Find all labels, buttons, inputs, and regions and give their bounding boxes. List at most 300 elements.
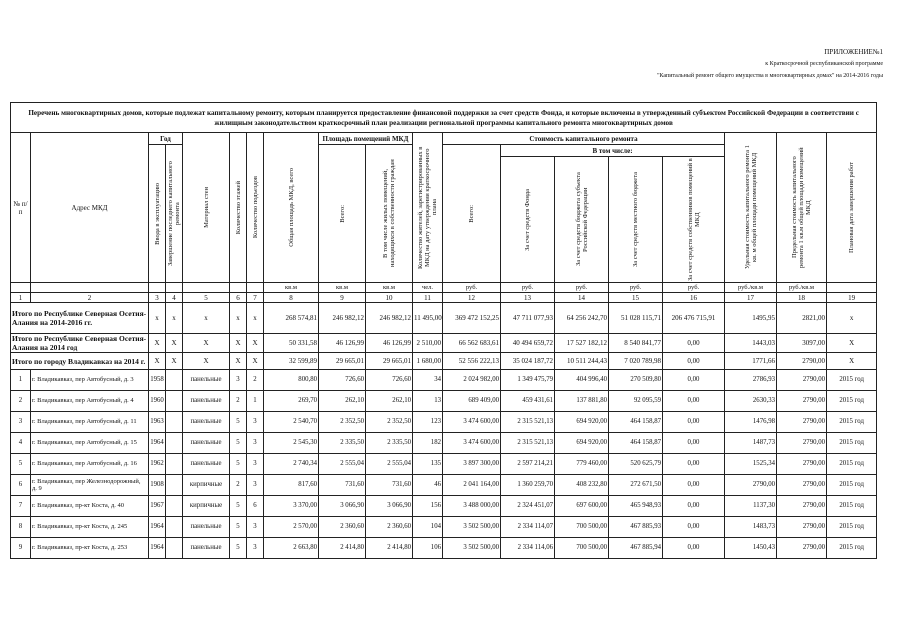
row-cell-y1: 1964 bbox=[149, 433, 166, 454]
summary-cell-y1: x bbox=[149, 303, 166, 334]
row-cell-region: 697 600,00 bbox=[555, 496, 609, 517]
col-cost-local-header: За счет средств местного бюджета bbox=[609, 157, 663, 283]
summary-cell-fund: 47 711 077,93 bbox=[501, 303, 555, 334]
row-cell-prem: 726,60 bbox=[319, 370, 366, 391]
row-cell-area: 2 740,34 bbox=[264, 454, 319, 475]
row-cell-area: 2 663,80 bbox=[264, 538, 319, 559]
summary-cell-y1: X bbox=[149, 353, 166, 370]
summary-cell-y2: X bbox=[166, 334, 183, 353]
row-cell-fund: 459 431,61 bbox=[501, 391, 555, 412]
summary-cell-region: 10 511 244,43 bbox=[555, 353, 609, 370]
row-cell-area: 2 545,30 bbox=[264, 433, 319, 454]
summary-cell-ent: x bbox=[247, 303, 264, 334]
row-cell-date: 2015 год bbox=[827, 370, 877, 391]
row-cell-owners: 0,00 bbox=[663, 496, 725, 517]
row-cell-prem: 262,10 bbox=[319, 391, 366, 412]
row-cell-people: 156 bbox=[413, 496, 443, 517]
row-address: г. Владикавказ, пер Автобусный, д. 16 bbox=[31, 454, 149, 475]
summary-cell-total: 52 556 222,13 bbox=[443, 353, 501, 370]
row-cell-unit: 2630,33 bbox=[725, 391, 777, 412]
row-cell-people: 135 bbox=[413, 454, 443, 475]
row-cell-res: 2 360,60 bbox=[366, 517, 413, 538]
summary-cell-fl: X bbox=[230, 334, 247, 353]
summary-label: Итого по Республике Северная Осетия-Алания на 2014-2016 гг. bbox=[11, 303, 149, 334]
table-row bbox=[11, 370, 877, 391]
row-cell-local: 272 671,50 bbox=[609, 475, 663, 496]
summary-cell-fund: 40 494 659,72 bbox=[501, 334, 555, 353]
summary-cell-local: 7 020 789,98 bbox=[609, 353, 663, 370]
row-cell-people: 123 bbox=[413, 412, 443, 433]
unit-cell: чел. bbox=[413, 283, 443, 293]
summary-cell-total: 66 562 683,61 bbox=[443, 334, 501, 353]
row-address: г. Владикавказ, пр-кт Коста, д. 245 bbox=[31, 517, 149, 538]
row-cell-res: 262,10 bbox=[366, 391, 413, 412]
row-cell-people: 104 bbox=[413, 517, 443, 538]
row-cell-owners: 0,00 bbox=[663, 475, 725, 496]
row-cell-prem: 731,60 bbox=[319, 475, 366, 496]
row-cell-area: 269,70 bbox=[264, 391, 319, 412]
row-cell-area: 800,80 bbox=[264, 370, 319, 391]
summary-cell-region: 17 527 182,12 bbox=[555, 334, 609, 353]
row-cell-local: 520 625,79 bbox=[609, 454, 663, 475]
row-cell-prem: 2 335,50 bbox=[319, 433, 366, 454]
row-cell-people: 34 bbox=[413, 370, 443, 391]
unit-cell: кв.м bbox=[264, 283, 319, 293]
row-cell-res: 2 335,50 bbox=[366, 433, 413, 454]
summary-cell-area: 50 331,58 bbox=[264, 334, 319, 353]
row-cell-res: 2 414,80 bbox=[366, 538, 413, 559]
summary-cell-unit: 1443,03 bbox=[725, 334, 777, 353]
row-cell-area: 3 370,00 bbox=[264, 496, 319, 517]
row-cell-y2 bbox=[166, 454, 183, 475]
row-cell-owners: 0,00 bbox=[663, 412, 725, 433]
row-cell-fl: 5 bbox=[230, 412, 247, 433]
unit-cell-empty bbox=[230, 283, 247, 293]
table-row bbox=[11, 412, 877, 433]
row-cell-fl: 2 bbox=[230, 391, 247, 412]
row-cell-region: 694 920,00 bbox=[555, 412, 609, 433]
row-cell-y2 bbox=[166, 538, 183, 559]
summary-cell-mat: x bbox=[183, 303, 230, 334]
row-cell-prem: 2 360,60 bbox=[319, 517, 366, 538]
row-cell-total: 3 502 500,00 bbox=[443, 538, 501, 559]
row-cell-unit: 1476,98 bbox=[725, 412, 777, 433]
row-cell-region: 694 920,00 bbox=[555, 433, 609, 454]
row-number: 1 bbox=[11, 370, 31, 391]
col-premises-total-header: Всего: bbox=[319, 145, 366, 283]
summary-cell-owners: 0,00 bbox=[663, 334, 725, 353]
col-cost-fund-header: За счет средств Фонда bbox=[501, 157, 555, 283]
houses-table bbox=[10, 102, 877, 559]
row-cell-region: 700 500,00 bbox=[555, 517, 609, 538]
col-number: 11 bbox=[413, 293, 443, 303]
table-row bbox=[11, 475, 877, 496]
unit-cell: руб. bbox=[663, 283, 725, 293]
col-year-last-repair-header: Завершение последнего капитального ремонта bbox=[166, 145, 183, 283]
col-premises-group-header: Площадь помещений МКД bbox=[319, 133, 413, 145]
summary-cell-max: 2790,00 bbox=[777, 353, 827, 370]
col-wall-material-header: Материал стен bbox=[183, 133, 230, 283]
col-number: 10 bbox=[366, 293, 413, 303]
houses-table-container bbox=[10, 102, 876, 559]
unit-cell-empty bbox=[166, 283, 183, 293]
row-cell-y1: 1960 bbox=[149, 391, 166, 412]
col-number: 9 bbox=[319, 293, 366, 303]
row-cell-fund: 2 324 451,07 bbox=[501, 496, 555, 517]
summary-cell-fl: X bbox=[230, 353, 247, 370]
row-cell-mat: панельные bbox=[183, 454, 230, 475]
row-cell-y1: 1908 bbox=[149, 475, 166, 496]
row-cell-mat: кирпичные bbox=[183, 496, 230, 517]
row-cell-fund: 2 597 214,21 bbox=[501, 454, 555, 475]
row-cell-area: 2 570,00 bbox=[264, 517, 319, 538]
row-cell-fl: 5 bbox=[230, 433, 247, 454]
row-address: г. Владикавказ, пер Автобусный, д. 15 bbox=[31, 433, 149, 454]
row-cell-people: 106 bbox=[413, 538, 443, 559]
row-cell-fund: 2 334 114,07 bbox=[501, 517, 555, 538]
row-cell-fund: 2 334 114,06 bbox=[501, 538, 555, 559]
unit-cell-empty bbox=[183, 283, 230, 293]
row-cell-y1: 1963 bbox=[149, 412, 166, 433]
row-cell-owners: 0,00 bbox=[663, 454, 725, 475]
col-number: 18 bbox=[777, 293, 827, 303]
row-cell-max: 2790,00 bbox=[777, 433, 827, 454]
unit-cell: руб. bbox=[501, 283, 555, 293]
row-cell-total: 2 024 982,00 bbox=[443, 370, 501, 391]
row-cell-local: 464 158,87 bbox=[609, 433, 663, 454]
row-cell-res: 2 555,04 bbox=[366, 454, 413, 475]
row-cell-total: 3 897 300,00 bbox=[443, 454, 501, 475]
unit-cell-empty bbox=[247, 283, 264, 293]
col-total-area-header: Общая площадь МКД, всего bbox=[264, 133, 319, 283]
row-cell-unit: 2786,93 bbox=[725, 370, 777, 391]
col-number: 12 bbox=[443, 293, 501, 303]
summary-cell-people: 2 510,00 bbox=[413, 334, 443, 353]
row-cell-unit: 1525,34 bbox=[725, 454, 777, 475]
appendix-label: ПРИЛОЖЕНИЕ№1 bbox=[824, 48, 883, 56]
row-cell-fund: 1 360 259,70 bbox=[501, 475, 555, 496]
row-cell-y2 bbox=[166, 391, 183, 412]
row-cell-local: 467 885,94 bbox=[609, 538, 663, 559]
row-number: 9 bbox=[11, 538, 31, 559]
row-cell-prem: 2 555,04 bbox=[319, 454, 366, 475]
summary-cell-owners: 0,00 bbox=[663, 353, 725, 370]
row-cell-total: 2 041 164,00 bbox=[443, 475, 501, 496]
row-cell-y1: 1964 bbox=[149, 517, 166, 538]
col-residents-header: Количество жителей, зарегистрированных в МКД на дату утверждения краткосрочного плана bbox=[413, 133, 443, 283]
row-cell-date: 2015 год bbox=[827, 454, 877, 475]
row-cell-owners: 0,00 bbox=[663, 517, 725, 538]
program-reference: к Краткосрочной республиканской программе bbox=[765, 61, 883, 67]
row-cell-ent: 6 bbox=[247, 496, 264, 517]
table-title: Перечень многоквартирных домов, которые подлежат капитальному ремонту, которым планируется предоставление финансовой поддержки за счет средств Фонда, и которые включены в утвержденный субъектом Российской Федерации в соответствии с жилищным законодательством краткосрочный план реализации региональной программы капитального ремонта многоквартирных домов bbox=[11, 103, 877, 133]
summary-cell-max: 2821,00 bbox=[777, 303, 827, 334]
summary-cell-unit: 1495,95 bbox=[725, 303, 777, 334]
row-cell-ent: 3 bbox=[247, 517, 264, 538]
row-address: г. Владикавказ, пер Автобусный, д. 11 bbox=[31, 412, 149, 433]
table-row bbox=[11, 517, 877, 538]
col-number: 6 bbox=[230, 293, 247, 303]
summary-cell-date: X bbox=[827, 353, 877, 370]
row-cell-region: 779 460,00 bbox=[555, 454, 609, 475]
table-row bbox=[11, 538, 877, 559]
summary-cell-max: 3097,00 bbox=[777, 334, 827, 353]
col-cost-region-header: За счет средств бюджета субъекта Российской Федерации bbox=[555, 157, 609, 283]
row-cell-total: 3 474 600,00 bbox=[443, 433, 501, 454]
row-cell-fl: 5 bbox=[230, 454, 247, 475]
row-cell-unit: 2790,00 bbox=[725, 475, 777, 496]
col-year-group-header: Год bbox=[149, 133, 183, 145]
row-cell-region: 404 996,40 bbox=[555, 370, 609, 391]
row-cell-owners: 0,00 bbox=[663, 433, 725, 454]
row-cell-ent: 3 bbox=[247, 454, 264, 475]
col-number: 7 bbox=[247, 293, 264, 303]
col-number: 16 bbox=[663, 293, 725, 303]
row-cell-unit: 1137,30 bbox=[725, 496, 777, 517]
row-cell-owners: 0,00 bbox=[663, 391, 725, 412]
unit-cell: руб. bbox=[443, 283, 501, 293]
row-cell-y2 bbox=[166, 475, 183, 496]
summary-cell-mat: X bbox=[183, 353, 230, 370]
summary-cell-unit: 1771,66 bbox=[725, 353, 777, 370]
summary-row bbox=[11, 334, 877, 353]
col-number: 8 bbox=[264, 293, 319, 303]
col-number: 15 bbox=[609, 293, 663, 303]
row-cell-total: 3 474 600,00 bbox=[443, 412, 501, 433]
row-address: г. Владикавказ, пер Железнодорожный, д. 9 bbox=[31, 475, 149, 496]
row-cell-date: 2015 год bbox=[827, 496, 877, 517]
summary-cell-y2: X bbox=[166, 353, 183, 370]
summary-label: Итого по Республике Северная Осетия-Алания на 2014 год bbox=[11, 334, 149, 353]
col-number: 2 bbox=[31, 293, 149, 303]
row-cell-date: 2015 год bbox=[827, 433, 877, 454]
row-address: г. Владикавказ, пр-кт Коста, д. 40 bbox=[31, 496, 149, 517]
row-cell-date: 2015 год bbox=[827, 538, 877, 559]
summary-cell-owners: 206 476 715,91 bbox=[663, 303, 725, 334]
row-cell-res: 726,60 bbox=[366, 370, 413, 391]
row-cell-mat: кирпичные bbox=[183, 475, 230, 496]
row-cell-date: 2015 год bbox=[827, 391, 877, 412]
row-cell-local: 465 948,93 bbox=[609, 496, 663, 517]
row-cell-prem: 3 066,90 bbox=[319, 496, 366, 517]
row-cell-y2 bbox=[166, 412, 183, 433]
row-cell-local: 467 885,93 bbox=[609, 517, 663, 538]
row-number: 8 bbox=[11, 517, 31, 538]
row-cell-area: 2 540,70 bbox=[264, 412, 319, 433]
col-cost-group-header: Стоимость капитального ремонта bbox=[443, 133, 725, 145]
row-number: 7 bbox=[11, 496, 31, 517]
row-cell-mat: панельные bbox=[183, 391, 230, 412]
col-premises-residential-header: В том числе жилых помещений, находящихся в собственности граждан bbox=[366, 145, 413, 283]
row-cell-owners: 0,00 bbox=[663, 538, 725, 559]
row-cell-max: 2790,00 bbox=[777, 370, 827, 391]
row-cell-owners: 0,00 bbox=[663, 370, 725, 391]
col-number: 5 bbox=[183, 293, 230, 303]
summary-cell-area: 32 599,89 bbox=[264, 353, 319, 370]
row-cell-fl: 5 bbox=[230, 517, 247, 538]
summary-cell-y2: x bbox=[166, 303, 183, 334]
row-cell-res: 3 066,90 bbox=[366, 496, 413, 517]
summary-cell-res: 46 126,99 bbox=[366, 334, 413, 353]
row-cell-total: 3 488 000,00 bbox=[443, 496, 501, 517]
row-cell-people: 13 bbox=[413, 391, 443, 412]
row-number: 3 bbox=[11, 412, 31, 433]
row-cell-area: 817,60 bbox=[264, 475, 319, 496]
summary-cell-res: 29 665,01 bbox=[366, 353, 413, 370]
row-cell-fund: 2 315 521,13 bbox=[501, 412, 555, 433]
col-number: 14 bbox=[555, 293, 609, 303]
row-number: 5 bbox=[11, 454, 31, 475]
unit-cell: руб./кв.м bbox=[777, 283, 827, 293]
row-cell-ent: 3 bbox=[247, 433, 264, 454]
col-address-header: Адрес МКД bbox=[31, 133, 149, 283]
table-row bbox=[11, 433, 877, 454]
row-cell-unit: 1483,73 bbox=[725, 517, 777, 538]
row-cell-fl: 2 bbox=[230, 475, 247, 496]
row-cell-date: 2015 год bbox=[827, 412, 877, 433]
summary-cell-people: 11 495,00 bbox=[413, 303, 443, 334]
row-cell-y1: 1964 bbox=[149, 538, 166, 559]
summary-cell-prem: 29 665,01 bbox=[319, 353, 366, 370]
unit-cell-empty bbox=[11, 283, 31, 293]
row-number: 2 bbox=[11, 391, 31, 412]
row-cell-local: 464 158,87 bbox=[609, 412, 663, 433]
row-cell-max: 2790,00 bbox=[777, 475, 827, 496]
col-incl-header: В том числе: bbox=[501, 145, 725, 157]
row-number: 6 bbox=[11, 475, 31, 496]
col-unit-cost-header: Удельная стоимость капитального ремонта 1 кв. м общей площади помещений МКД bbox=[725, 133, 777, 283]
summary-row bbox=[11, 303, 877, 334]
row-cell-fl: 5 bbox=[230, 538, 247, 559]
row-address: г. Владикавказ, пер Автобусный, д. 4 bbox=[31, 391, 149, 412]
col-number: 19 bbox=[827, 293, 877, 303]
unit-cell: кв.м bbox=[366, 283, 413, 293]
row-cell-ent: 2 bbox=[247, 370, 264, 391]
summary-cell-ent: X bbox=[247, 334, 264, 353]
unit-cell: руб. bbox=[555, 283, 609, 293]
summary-label: Итого по городу Владикавказ на 2014 г. bbox=[11, 353, 149, 370]
row-cell-mat: панельные bbox=[183, 433, 230, 454]
row-cell-ent: 1 bbox=[247, 391, 264, 412]
col-plan-date-header: Плановая дата завершения работ bbox=[827, 133, 877, 283]
row-cell-total: 3 502 500,00 bbox=[443, 517, 501, 538]
row-cell-max: 2790,00 bbox=[777, 391, 827, 412]
summary-cell-area: 268 574,81 bbox=[264, 303, 319, 334]
row-cell-max: 2790,00 bbox=[777, 496, 827, 517]
summary-cell-local: 51 028 115,71 bbox=[609, 303, 663, 334]
summary-cell-res: 246 982,12 bbox=[366, 303, 413, 334]
row-cell-y1: 1967 bbox=[149, 496, 166, 517]
row-cell-local: 92 095,59 bbox=[609, 391, 663, 412]
table-row bbox=[11, 391, 877, 412]
col-number: 17 bbox=[725, 293, 777, 303]
row-cell-mat: панельные bbox=[183, 370, 230, 391]
unit-cell-empty bbox=[149, 283, 166, 293]
col-number: 3 bbox=[149, 293, 166, 303]
row-cell-unit: 1450,43 bbox=[725, 538, 777, 559]
table-row bbox=[11, 454, 877, 475]
row-cell-max: 2790,00 bbox=[777, 517, 827, 538]
row-cell-y1: 1962 bbox=[149, 454, 166, 475]
row-cell-local: 270 509,80 bbox=[609, 370, 663, 391]
col-number: 4 bbox=[166, 293, 183, 303]
row-cell-mat: панельные bbox=[183, 538, 230, 559]
summary-cell-region: 64 256 242,70 bbox=[555, 303, 609, 334]
summary-cell-y1: X bbox=[149, 334, 166, 353]
row-number: 4 bbox=[11, 433, 31, 454]
col-number: 1 bbox=[11, 293, 31, 303]
summary-cell-fl: x bbox=[230, 303, 247, 334]
unit-cell: руб. bbox=[609, 283, 663, 293]
row-cell-res: 731,60 bbox=[366, 475, 413, 496]
row-cell-region: 137 881,80 bbox=[555, 391, 609, 412]
program-title: "Капитальный ремонт общего имущества в многоквартирных домах" на 2014-2016 годы bbox=[657, 73, 883, 79]
row-cell-max: 2790,00 bbox=[777, 412, 827, 433]
summary-cell-people: 1 680,00 bbox=[413, 353, 443, 370]
row-cell-date: 2015 год bbox=[827, 475, 877, 496]
summary-cell-prem: 246 982,12 bbox=[319, 303, 366, 334]
row-cell-total: 689 409,00 bbox=[443, 391, 501, 412]
row-cell-region: 408 232,80 bbox=[555, 475, 609, 496]
summary-cell-total: 369 472 152,25 bbox=[443, 303, 501, 334]
row-cell-ent: 3 bbox=[247, 412, 264, 433]
col-floors-header: Количество этажей bbox=[230, 133, 247, 283]
summary-cell-local: 8 540 841,77 bbox=[609, 334, 663, 353]
row-cell-fund: 2 315 521,13 bbox=[501, 433, 555, 454]
row-address: г. Владикавказ, пр-кт Коста, д. 253 bbox=[31, 538, 149, 559]
col-num-header: № п/п bbox=[11, 133, 31, 283]
row-cell-fund: 1 349 475,79 bbox=[501, 370, 555, 391]
col-entrances-header: Количество подъездов bbox=[247, 133, 264, 283]
unit-cell-empty bbox=[31, 283, 149, 293]
summary-cell-mat: X bbox=[183, 334, 230, 353]
row-cell-people: 182 bbox=[413, 433, 443, 454]
row-cell-fl: 3 bbox=[230, 370, 247, 391]
row-cell-fl: 5 bbox=[230, 496, 247, 517]
col-max-cost-header: Предельная стоимость капитального ремонта 1 кв.м общей площади помещений МКД bbox=[777, 133, 827, 283]
col-year-commission-header: Ввода в эксплуатацию bbox=[149, 145, 166, 283]
row-cell-prem: 2 414,80 bbox=[319, 538, 366, 559]
row-cell-res: 2 352,50 bbox=[366, 412, 413, 433]
row-address: г. Владикавказ, пер Автобусный, д. 3 bbox=[31, 370, 149, 391]
summary-cell-fund: 35 024 187,72 bbox=[501, 353, 555, 370]
col-number: 13 bbox=[501, 293, 555, 303]
summary-cell-ent: X bbox=[247, 353, 264, 370]
summary-row bbox=[11, 353, 877, 370]
summary-cell-date: X bbox=[827, 334, 877, 353]
row-cell-prem: 2 352,50 bbox=[319, 412, 366, 433]
row-cell-y2 bbox=[166, 496, 183, 517]
row-cell-y2 bbox=[166, 370, 183, 391]
row-cell-y1: 1958 bbox=[149, 370, 166, 391]
summary-cell-prem: 46 126,99 bbox=[319, 334, 366, 353]
row-cell-date: 2015 год bbox=[827, 517, 877, 538]
summary-cell-date: x bbox=[827, 303, 877, 334]
row-cell-mat: панельные bbox=[183, 517, 230, 538]
row-cell-max: 2790,00 bbox=[777, 538, 827, 559]
row-cell-y2 bbox=[166, 517, 183, 538]
unit-cell: руб./кв.м bbox=[725, 283, 777, 293]
row-cell-unit: 1487,73 bbox=[725, 433, 777, 454]
col-cost-owners-header: За счет средств собственников помещений в МКД bbox=[663, 157, 725, 283]
table-row bbox=[11, 496, 877, 517]
row-cell-mat: панельные bbox=[183, 412, 230, 433]
unit-cell-empty bbox=[827, 283, 877, 293]
col-cost-total-header: Всего: bbox=[443, 145, 501, 283]
row-cell-ent: 3 bbox=[247, 538, 264, 559]
row-cell-people: 46 bbox=[413, 475, 443, 496]
row-cell-ent: 3 bbox=[247, 475, 264, 496]
